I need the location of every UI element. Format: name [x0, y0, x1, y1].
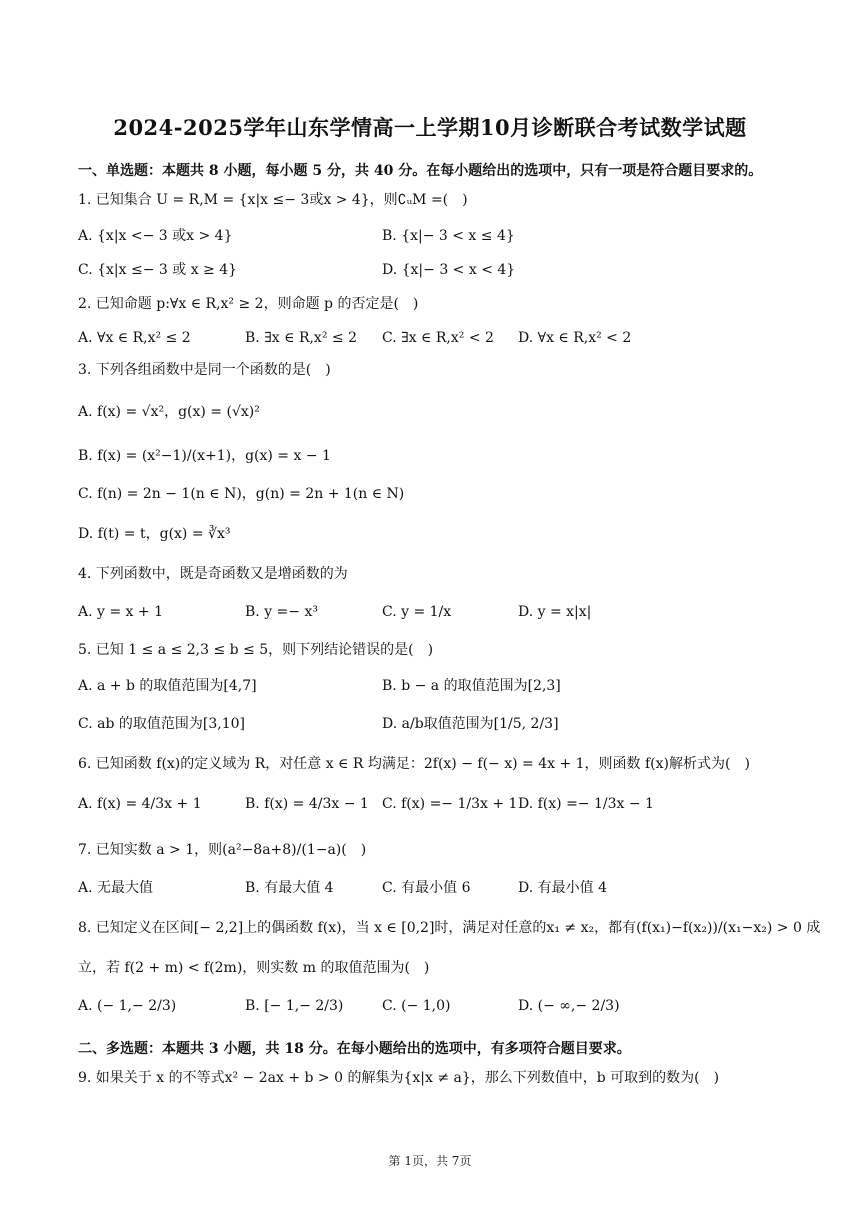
page-number-footer: 第 1页，共 7页 [388, 1154, 472, 1168]
question-5-option-b: B. b − a 的取值范围为[2,3] [382, 678, 561, 694]
question-4-option-d: D. y = x|x| [518, 604, 592, 620]
question-3-option-c: C. f(n) = 2n − 1(n ∈ N)，g(n) = 2n + 1(n ∈ N) [78, 486, 405, 502]
exam-title: 2024-2025学年山东学情高一上学期10月诊断联合考试数学试题 [113, 115, 747, 140]
question-2-stem: 2. 已知命题 p:∀x ∈ R,x² ≥ 2，则命题 p 的否定是( ) [78, 296, 419, 312]
question-3-option-a: A. f(x) = √x²，g(x) = (√x)² [78, 404, 260, 420]
question-5-option-a: A. a + b 的取值范围为[4,7] [78, 678, 257, 694]
question-1-option-b: B. {x|− 3 < x ≤ 4} [382, 228, 515, 244]
question-6-option-d: D. f(x) =− 1/3x − 1 [518, 796, 654, 812]
question-6-option-a: A. f(x) = 4/3x + 1 [78, 796, 202, 812]
question-2-option-d: D. ∀x ∈ R,x² < 2 [518, 330, 632, 346]
question-6-stem: 6. 已知函数 f(x)的定义域为 R，对任意 x ∈ R 均满足：2f(x) − f(− x) = 4x + 1，则函数 f(x)解析式为( ) [78, 756, 750, 772]
question-8-stem-line-2: 立，若 f(2 + m) < f(2m)，则实数 m 的取值范围为( ) [78, 960, 430, 976]
question-2-option-c: C. ∃x ∈ R,x² < 2 [382, 330, 494, 346]
question-4-option-b: B. y =− x³ [245, 604, 318, 620]
question-3-option-b: B. f(x) = (x²−1)/(x+1)，g(x) = x − 1 [78, 448, 331, 464]
question-5-stem: 5. 已知 1 ≤ a ≤ 2,3 ≤ b ≤ 5，则下列结论错误的是( ) [78, 642, 434, 658]
question-7-option-d: D. 有最小值 4 [518, 880, 607, 896]
question-9-stem: 9. 如果关于 x 的不等式x² − 2ax + b > 0 的解集为{x|x ≠ a}，那么下列数值中，b 可取到的数为( ) [78, 1070, 720, 1086]
question-7-stem: 7. 已知实数 a > 1，则(a²−8a+8)/(1−a)( ) [78, 842, 367, 858]
question-2-option-b: B. ∃x ∈ R,x² ≤ 2 [245, 330, 357, 346]
question-1-option-c: C. {x|x ≤− 3 或 x ≥ 4} [78, 262, 238, 278]
question-3-stem: 3. 下列各组函数中是同一个函数的是( ) [78, 362, 331, 378]
question-8-option-a: A. (− 1,− 2/3) [78, 998, 177, 1014]
section-multiple-choice-header: 二、多选题：本题共 3 小题，共 18 分。在每小题给出的选项中，有多项符合题目要求。 [78, 1041, 631, 1057]
question-6-option-b: B. f(x) = 4/3x − 1 [245, 796, 369, 812]
question-8-option-b: B. [− 1,− 2/3) [245, 998, 344, 1014]
question-7-option-a: A. 无最大值 [78, 880, 154, 896]
question-8-stem-line-1: 8. 已知定义在区间[− 2,2]上的偶函数 f(x)，当 x ∈ [0,2]时，满足对任意的x₁ ≠ x₂，都有(f(x₁)−f(x₂))/(x₁−x₂) > 0 成 [78, 920, 821, 936]
section-single-choice-header: 一、单选题：本题共 8 小题，每小题 5 分，共 40 分。在每小题给出的选项中，只有一项是符合题目要求的。 [78, 163, 763, 179]
question-1-stem: 1. 已知集合 U = R,M = {x|x ≤− 3或x > 4}，则∁ᵤM =( ) [78, 192, 468, 208]
question-3-option-d: D. f(t) = t，g(x) = ∛x³ [78, 526, 231, 542]
question-4-option-c: C. y = 1/x [382, 604, 452, 620]
question-7-option-c: C. 有最小值 6 [382, 880, 471, 896]
question-4-option-a: A. y = x + 1 [78, 604, 163, 620]
question-2-option-a: A. ∀x ∈ R,x² ≤ 2 [78, 330, 191, 346]
question-1-option-a: A. {x|x <− 3 或x > 4} [78, 228, 233, 244]
question-8-option-d: D. (− ∞,− 2/3) [518, 998, 620, 1014]
question-8-option-c: C. (− 1,0) [382, 998, 451, 1014]
question-1-option-d: D. {x|− 3 < x < 4} [382, 262, 516, 278]
question-4-stem: 4. 下列函数中，既是奇函数又是增函数的为 [78, 566, 348, 582]
question-5-option-d: D. a/b取值范围为[1/5, 2/3] [382, 716, 559, 732]
question-5-option-c: C. ab 的取值范围为[3,10] [78, 716, 245, 732]
question-7-option-b: B. 有最大值 4 [245, 880, 334, 896]
question-6-option-c: C. f(x) =− 1/3x + 1 [382, 796, 518, 812]
